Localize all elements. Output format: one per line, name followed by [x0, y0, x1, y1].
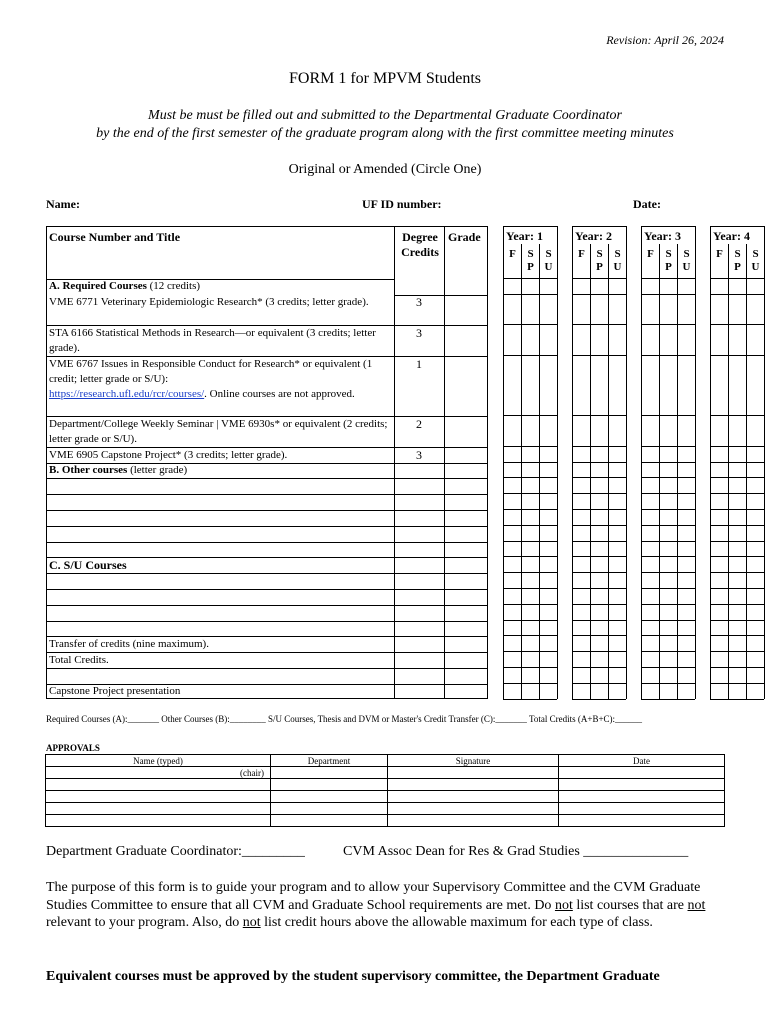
year-grid-row-line — [641, 294, 695, 295]
year-grid-row-line — [503, 446, 557, 447]
year-grid-row-line — [641, 651, 695, 652]
year-grid-row-line — [710, 588, 764, 589]
year-grid-row-line — [641, 462, 695, 463]
year-grid-vline — [659, 244, 660, 699]
instruction-line-1: Must be must be filled out and submitted to the Departmental Graduate Coordinator — [148, 108, 622, 123]
year-grid-row-line — [641, 667, 695, 668]
revision-date: Revision: April 26, 2024 — [606, 33, 724, 47]
semester-header: S P — [734, 248, 741, 273]
year-grid-row-line — [572, 294, 626, 295]
year-grid-vline — [728, 244, 729, 699]
year-grid-row-line — [710, 572, 764, 573]
year-grid-row-line — [710, 620, 764, 621]
year-grid-row-line — [572, 278, 626, 279]
year-grid-vline — [590, 244, 591, 699]
approval-cell[interactable] — [271, 767, 388, 779]
year-grid-row-line — [503, 541, 557, 542]
year-grid-top — [641, 226, 695, 227]
section-c-heading: C. S/U Courses — [49, 558, 127, 572]
semester-header: S U — [613, 248, 622, 273]
approval-cell[interactable] — [388, 767, 559, 779]
year-grid-row-line — [572, 541, 626, 542]
year-grid-row-line — [710, 493, 764, 494]
year-grid-vline — [695, 226, 696, 699]
year-grid-row-line — [641, 355, 695, 356]
year-grid-row-line — [641, 541, 695, 542]
year-grid-row-line — [572, 355, 626, 356]
approval-cell[interactable] — [388, 779, 559, 791]
approvals-col-date: Date — [559, 755, 725, 767]
year-grid-row-line — [572, 588, 626, 589]
chair-label: (chair) — [46, 767, 271, 779]
year-grid-row-line — [572, 324, 626, 325]
year-grid-row-line — [641, 556, 695, 557]
year-grid-row-line — [710, 355, 764, 356]
year-grid-row-line — [503, 493, 557, 494]
year-grid-vline — [557, 226, 558, 699]
year-grid-vline — [764, 226, 765, 699]
year-grid-row-line — [710, 509, 764, 510]
approvals-col-department: Department — [271, 755, 388, 767]
semester-header: F — [716, 248, 723, 260]
approval-cell[interactable] — [559, 803, 725, 815]
approvals-heading: APPROVALS — [46, 743, 100, 753]
year-grid-row-line — [503, 651, 557, 652]
year-grid-row-line — [572, 446, 626, 447]
year-3-label: Year: 3 — [644, 229, 681, 243]
year-grid-row-line — [710, 415, 764, 416]
year-grid-row-line — [710, 556, 764, 557]
year-grid-row-line — [710, 294, 764, 295]
year-grid-row-line — [641, 572, 695, 573]
year-grid-row-line — [641, 324, 695, 325]
year-grid-row-line — [710, 446, 764, 447]
credits-1: 3 — [416, 295, 422, 309]
year-grid-row-line — [572, 493, 626, 494]
year-grid-row-line — [572, 572, 626, 573]
year-grid-row-line — [572, 635, 626, 636]
year-grid-row-line — [503, 477, 557, 478]
credit-summary-line: Required Courses (A):_______ Other Courses (B):________ S/U Courses, Thesis and DVM or Master's Credit Transfer (C):_______ Total Credits (A+B+C):______ — [46, 714, 643, 724]
year-grid-row-line — [572, 415, 626, 416]
approval-cell[interactable] — [388, 815, 559, 827]
year-grid-vline — [521, 244, 522, 699]
credits-4: 2 — [416, 417, 422, 431]
year-grid-row-line — [503, 355, 557, 356]
approval-cell[interactable] — [271, 803, 388, 815]
year-grid-row-line — [641, 588, 695, 589]
name-label: Name: — [46, 197, 80, 211]
year-grid-row-line — [641, 525, 695, 526]
year-grid-row-line — [503, 294, 557, 295]
total-credits-label: Total Credits. — [49, 654, 109, 666]
year-grid-row-line — [503, 462, 557, 463]
year-grid-row-line — [503, 604, 557, 605]
year-grid-row-line — [641, 604, 695, 605]
year-grid-row-line — [572, 477, 626, 478]
year-grid-row-line — [641, 477, 695, 478]
semester-header: S P — [596, 248, 603, 273]
year-grid-row-line — [503, 525, 557, 526]
year-grid-vline — [677, 244, 678, 699]
approval-cell[interactable] — [271, 779, 388, 791]
year-grid-row-line — [710, 462, 764, 463]
dept-coordinator-line: Department Graduate Coordinator:_________ — [46, 844, 305, 859]
year-grid-vline — [608, 244, 609, 699]
year-grid-row-line — [572, 620, 626, 621]
year-grid-row-line — [503, 278, 557, 279]
circle-one-label: Original or Amended (Circle One) — [288, 162, 482, 177]
credits-3: 1 — [416, 357, 422, 371]
approval-cell[interactable] — [46, 791, 271, 803]
year-grid-row-line — [503, 324, 557, 325]
year-4-grid — [710, 226, 764, 699]
approval-cell[interactable] — [388, 803, 559, 815]
year-grid-row-line — [710, 324, 764, 325]
course-row-2: STA 6166 Statistical Methods in Research—or equivalent (3 credits; letter grade). — [49, 327, 376, 354]
year-grid-row-line — [572, 651, 626, 652]
transfer-credits-label: Transfer of credits (nine maximum). — [49, 638, 209, 650]
year-1-grid — [503, 226, 557, 699]
year-grid-row-line — [503, 699, 557, 700]
credits-5: 3 — [416, 448, 422, 462]
year-grid-row-line — [710, 667, 764, 668]
approvals-table — [45, 754, 725, 827]
year-grid-row-line — [641, 415, 695, 416]
year-grid-vline — [746, 244, 747, 699]
course-table — [46, 226, 488, 699]
approval-cell[interactable] — [559, 815, 725, 827]
year-grid-row-line — [710, 541, 764, 542]
year-grid-row-line — [641, 493, 695, 494]
col-grade-header: Grade — [448, 230, 481, 244]
year-grid-row-line — [641, 509, 695, 510]
year-grid-row-line — [503, 635, 557, 636]
semester-header: F — [647, 248, 654, 260]
year-grid-row-line — [710, 477, 764, 478]
year-grid-row-line — [503, 620, 557, 621]
year-grid-row-line — [503, 509, 557, 510]
semester-header: S U — [544, 248, 553, 273]
year-grid-row-line — [641, 446, 695, 447]
year-grid-row-line — [710, 604, 764, 605]
year-grid-row-line — [572, 525, 626, 526]
approval-cell[interactable] — [559, 767, 725, 779]
credits-2: 3 — [416, 326, 422, 340]
approvals-col-signature: Signature — [388, 755, 559, 767]
year-grid-row-line — [572, 604, 626, 605]
year-grid-top — [572, 226, 626, 227]
year-grid-row-line — [503, 667, 557, 668]
year-grid-top — [503, 226, 557, 227]
year-grid-row-line — [641, 278, 695, 279]
capstone-presentation-label: Capstone Project presentation — [49, 685, 181, 697]
section-b-heading: B. Other courses (letter grade) — [49, 464, 188, 476]
approval-cell[interactable] — [46, 815, 271, 827]
year-grid-row-line — [572, 462, 626, 463]
year-grid-row-line — [641, 620, 695, 621]
approvals-col-name: Name (typed) — [46, 755, 271, 767]
year-grid-row-line — [572, 683, 626, 684]
year-grid-top — [710, 226, 764, 227]
approval-cell[interactable] — [559, 779, 725, 791]
semester-header: F — [509, 248, 516, 260]
year-grid-row-line — [572, 509, 626, 510]
year-grid-row-line — [710, 699, 764, 700]
semester-header: S U — [751, 248, 760, 273]
year-4-label: Year: 4 — [713, 229, 750, 243]
purpose-paragraph: The purpose of this form is to guide your program and to allow your Supervisory Committee and the CVM Graduate Studies Committee to ensure that all CVM and Graduate School requirements are met. Do not list courses that are not relevant to your program. Also, do not list credit hours above the allowable maximum for each type of class. — [46, 880, 706, 930]
approval-cell[interactable] — [271, 791, 388, 803]
approval-cell[interactable] — [271, 815, 388, 827]
year-grid-row-line — [503, 588, 557, 589]
year-grid-row-line — [503, 683, 557, 684]
approval-cell[interactable] — [46, 803, 271, 815]
semester-header: S U — [682, 248, 691, 273]
approval-cell[interactable] — [559, 791, 725, 803]
approval-cell[interactable] — [388, 791, 559, 803]
section-a-heading: A. Required Courses (12 credits) — [49, 280, 201, 292]
year-grid-row-line — [503, 572, 557, 573]
course-row-3: VME 6767 Issues in Responsible Conduct for Research* or equivalent (1 credit; letter grade or S/U): https://research.ufl.edu/rcr/courses/. Online courses are not approved. — [49, 358, 373, 400]
year-1-label: Year: 1 — [506, 229, 543, 243]
year-grid-row-line — [710, 635, 764, 636]
year-grid-row-line — [572, 556, 626, 557]
course-row-4: Department/College Weekly Seminar | VME 6930s* or equivalent (2 credits; letter grade or S/U). — [49, 418, 388, 445]
year-grid-row-line — [641, 635, 695, 636]
year-grid-vline — [626, 226, 627, 699]
equivalent-courses-note: Equivalent courses must be approved by the student supervisory committee, the Department Graduate — [46, 969, 660, 984]
year-grid-row-line — [503, 556, 557, 557]
year-grid-row-line — [710, 651, 764, 652]
semester-header: F — [578, 248, 585, 260]
course-row-1: VME 6771 Veterinary Epidemiologic Research* (3 credits; letter grade). — [49, 296, 369, 308]
year-3-grid — [641, 226, 695, 699]
year-grid-row-line — [503, 415, 557, 416]
col-credits-header: Degree Credits — [401, 230, 439, 259]
year-2-grid — [572, 226, 626, 699]
semester-header: S P — [665, 248, 672, 273]
ufid-label: UF ID number: — [362, 197, 442, 211]
instruction-line-2: by the end of the first semester of the graduate program along with the first committee meeting minutes — [96, 126, 674, 141]
year-grid-row-line — [710, 525, 764, 526]
year-grid-row-line — [641, 699, 695, 700]
rcr-courses-link[interactable]: https://research.ufl.edu/rcr/courses/ — [49, 388, 205, 400]
date-label: Date: — [633, 197, 661, 211]
year-grid-row-line — [572, 667, 626, 668]
course-row-5: VME 6905 Capstone Project* (3 credits; letter grade). — [49, 449, 288, 461]
approval-cell[interactable] — [46, 779, 271, 791]
form-title: FORM 1 for MPVM Students — [288, 70, 482, 87]
year-grid-row-line — [572, 699, 626, 700]
year-grid-row-line — [710, 683, 764, 684]
year-grid-vline — [539, 244, 540, 699]
year-grid-row-line — [641, 683, 695, 684]
year-2-label: Year: 2 — [575, 229, 612, 243]
col-course-header: Course Number and Title — [49, 230, 181, 244]
cvm-dean-line: CVM Assoc Dean for Res & Grad Studies _______________ — [343, 844, 689, 859]
semester-header: S P — [527, 248, 534, 273]
year-grid-row-line — [710, 278, 764, 279]
